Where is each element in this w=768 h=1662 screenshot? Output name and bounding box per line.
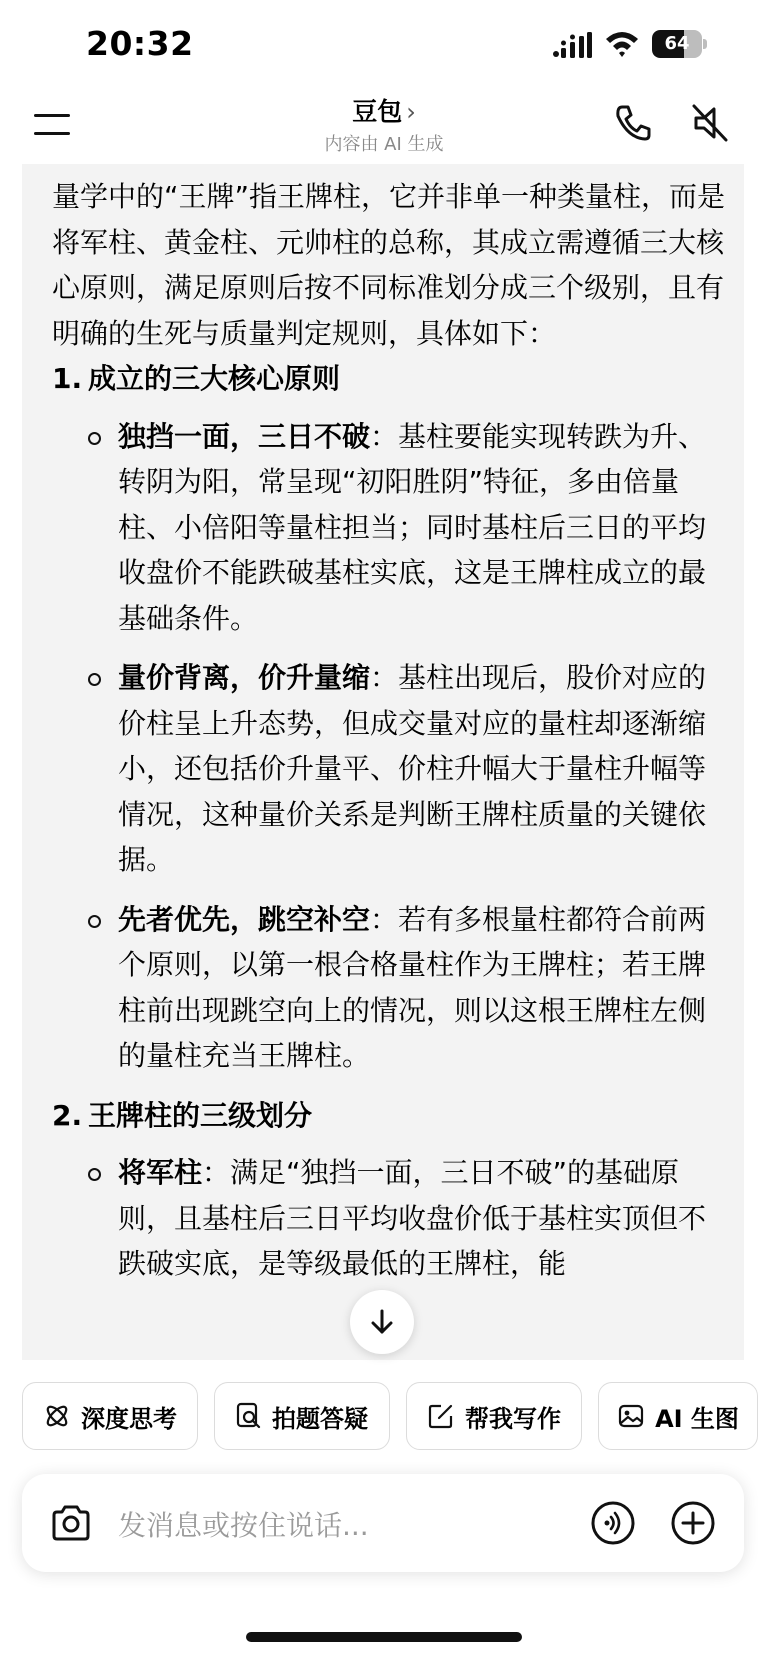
- wifi-icon: [604, 28, 640, 58]
- arrow-down-icon: [367, 1307, 397, 1337]
- photo-question-icon: [236, 1402, 262, 1430]
- battery-percent: 64: [664, 33, 690, 54]
- phone-call-icon[interactable]: [614, 104, 652, 142]
- photo-question-button[interactable]: 拍题答疑: [214, 1382, 390, 1450]
- cellular-signal-icon: [552, 32, 592, 58]
- quick-actions: [0, 1382, 768, 1454]
- chevron-right-icon: ›: [406, 98, 416, 126]
- bullet-list: [52, 1150, 744, 1287]
- chat-title-button[interactable]: [0, 92, 768, 128]
- status-bar: [0, 0, 768, 90]
- status-time: 20:32: [86, 24, 194, 63]
- list-item: 将军柱：满足“独挡一面，三日不破”的基础原则，且基柱后三日平均收盘价低于基柱实顶但不跌破实底，是等级最低的王牌柱，能: [52, 1150, 744, 1287]
- message-input-bar[interactable]: [22, 1474, 744, 1572]
- section-heading: 1. 成立的三大核心原则: [52, 362, 341, 395]
- atom-icon: [43, 1402, 71, 1430]
- chat-title: 豆包: [352, 97, 403, 126]
- writing-help-button[interactable]: 帮我写作: [406, 1382, 582, 1450]
- home-indicator[interactable]: [246, 1632, 522, 1642]
- section-heading: 2. 王牌柱的三级划分: [52, 1098, 313, 1132]
- edit-icon: [427, 1402, 455, 1430]
- deep-think-button[interactable]: 深度思考: [22, 1382, 198, 1450]
- chat-header: [0, 90, 768, 164]
- message-input[interactable]: 发消息或按住说话...: [118, 1509, 369, 1542]
- camera-icon[interactable]: [50, 1503, 92, 1543]
- ai-message: [22, 164, 744, 1360]
- message-intro: 量学中的“王牌”指王牌柱，它并非单一种类量柱，而是将军柱、黄金柱、元帅柱的总称，其成立需遵循三大核心原则，满足原则后按不同标准划分成三个级别，且有明确的生死与质量判定规则，具体如下：: [52, 180, 726, 350]
- message-body: [52, 174, 744, 1301]
- list-item: 独挡一面，三日不破：基柱要能实现转跌为升、转阴为阳，常呈现“初阳胜阴”特征，多由倍量柱、小倍阳等量柱担当；同时基柱后三日的平均收盘价不能跌破基柱实底，这是王牌柱成立的最基础条件。: [52, 414, 744, 642]
- voice-call-icon[interactable]: [590, 1500, 636, 1546]
- ai-generated-notice: 内容由 AI 生成: [324, 134, 444, 155]
- battery-indicator: [652, 30, 708, 58]
- bullet-list: [52, 414, 744, 1079]
- plus-icon[interactable]: [670, 1500, 716, 1546]
- list-item: 先者优先，跳空补空：若有多根量柱都符合前两个原则，以第一根合格量柱作为王牌柱；若王牌柱前出现跳空向上的情况，则以这根王牌柱左侧的量柱充当王牌柱。: [52, 897, 744, 1079]
- ai-image-button[interactable]: AI 生图: [598, 1382, 758, 1450]
- speaker-mute-icon[interactable]: [690, 102, 730, 144]
- list-item: 量价背离，价升量缩：基柱出现后，股价对应的价柱呈上升态势，但成交量对应的量柱却逐渐缩小，还包括价升量平、价柱升幅大于量柱升幅等情况，这种量价关系是判断王牌柱质量的关键依据。: [52, 655, 744, 883]
- image-icon: [617, 1402, 645, 1430]
- scroll-to-bottom-button[interactable]: [350, 1290, 414, 1354]
